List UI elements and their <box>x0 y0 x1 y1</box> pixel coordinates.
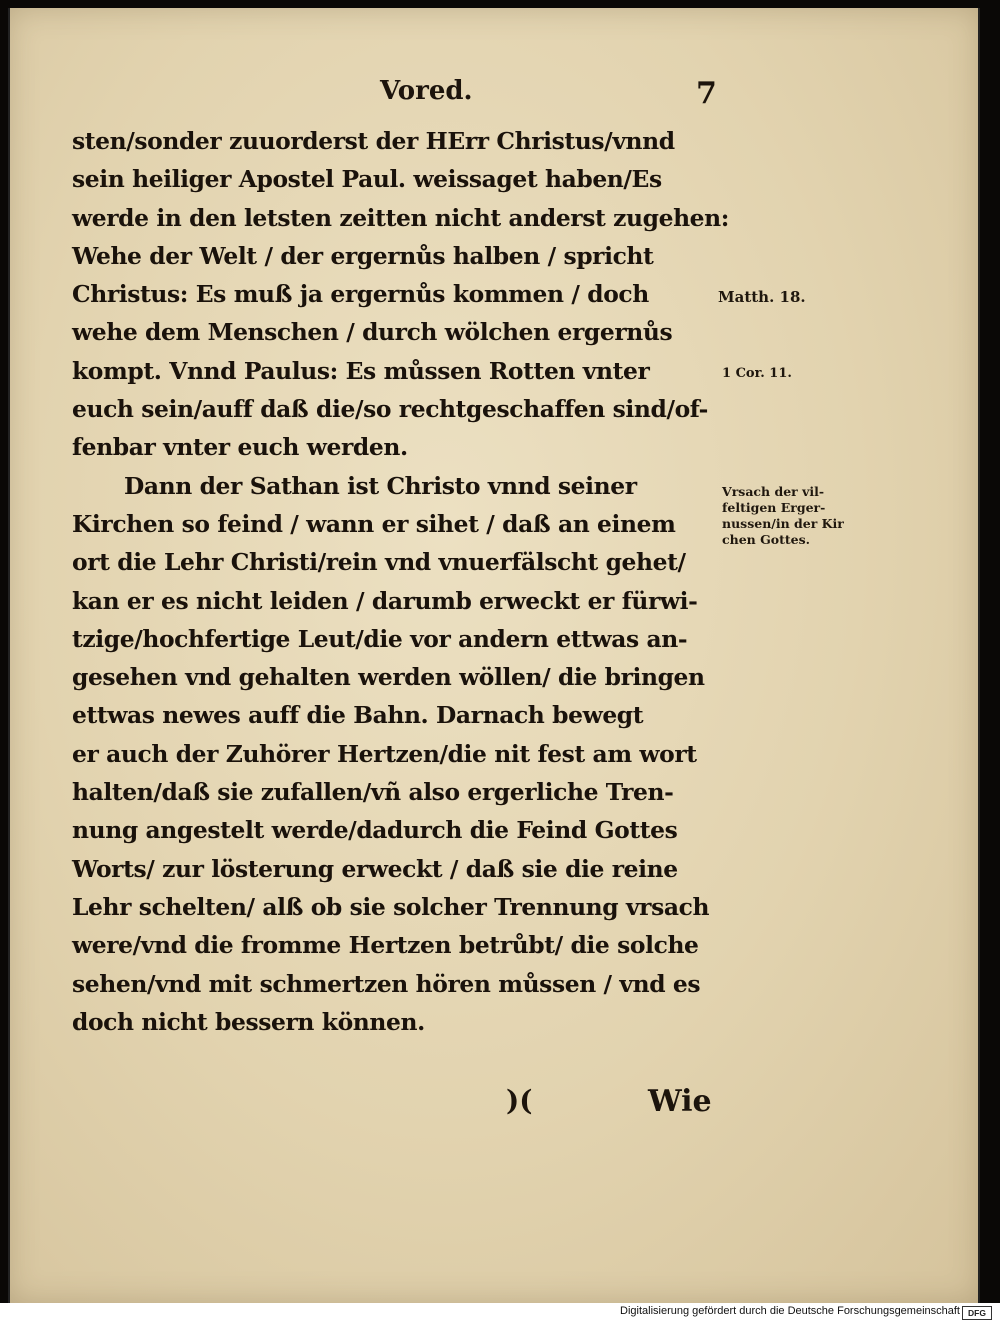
page-footer <box>68 1084 728 1128</box>
frame-edge-left <box>8 8 10 1305</box>
page-number: 7 <box>696 76 717 111</box>
page-header <box>68 76 728 116</box>
text-line: Wehe der Welt / der ergernůs halben / spricht <box>72 241 654 270</box>
text-line: nung angestelt werde/dadurch die Feind Gottes <box>72 816 678 845</box>
text-line: wehe dem Menschen / durch wölchen ergernůs <box>72 318 673 347</box>
text-line: tzige/hochfertige Leut/die vor andern ettwas an- <box>72 624 688 653</box>
text-line: sten/sonder zuuorderst der HErr Christus/vnnd <box>72 127 675 155</box>
text-line: Dann der Sathan ist Christo vnnd seiner <box>124 471 637 500</box>
text-line: fenbar vnter euch werden. <box>72 433 408 462</box>
text-line: er auch der Zuhörer Hertzen/die nit fest am wort <box>72 739 697 768</box>
text-line: ort die Lehr Christi/rein vnd vnuerfälscht gehet/ <box>72 548 686 577</box>
margin-note-line: feltigen Erger- <box>722 500 826 515</box>
credit-text: Digitalisierung gefördert durch die Deutsche Forschungsgemeinschaft <box>620 1305 960 1317</box>
text-line: were/vnd die fromme Hertzen betrůbt/ die solche <box>72 931 699 960</box>
text-line: kompt. Vnnd Paulus: Es můssen Rotten vnter <box>72 356 650 385</box>
margin-note-vrsach <box>722 484 844 548</box>
text-line: Worts/ zur lösterung erweckt / daß sie die reine <box>72 854 678 883</box>
margin-note-line: Vrsach der vil- <box>722 484 825 499</box>
text-line: euch sein/auff daß die/so rechtgeschaffen sind/of- <box>72 395 708 424</box>
margin-note-cor: 1 Cor. 11. <box>722 366 792 381</box>
dfg-logo-icon: DFG <box>962 1306 992 1320</box>
body-text <box>72 122 729 1041</box>
text-line: ettwas newes auff die Bahn. Darnach bewegt <box>72 701 644 730</box>
text-line: Christus: Es muß ja ergernůs kommen / doch <box>72 280 649 309</box>
text-line: sehen/vnd mit schmertzen hören můssen / vnd es <box>72 969 701 998</box>
margin-note-line: chen Gottes. <box>722 532 810 547</box>
text-line: sein heiliger Apostel Paul. weissaget haben/Es <box>72 165 662 194</box>
text-line: kan er es nicht leiden / darumb erweckt er fürwi- <box>72 586 698 615</box>
text-line: halten/daß sie zufallen/vñ also ergerliche Tren- <box>72 778 674 807</box>
text-line: gesehen vnd gehalten werden wöllen/ die bringen <box>72 663 705 692</box>
catchword: Wie <box>648 1084 712 1119</box>
margin-note-matth: Matth. 18. <box>718 288 806 306</box>
text-line: Kirchen so feind / wann er sihet / daß an einem <box>72 509 676 538</box>
margin-note-line: nussen/in der Kir <box>722 516 844 531</box>
frame-edge-right <box>978 8 980 1305</box>
running-head: Vored. <box>380 76 473 106</box>
text-line: doch nicht bessern können. <box>72 1007 425 1036</box>
credit-bar <box>0 1303 1000 1321</box>
text-line: Lehr schelten/ alß ob sie solcher Trennung vrsach <box>72 892 710 921</box>
text-line: werde in den letsten zeitten nicht anderst zugehen: <box>72 203 729 232</box>
signature-mark: )( <box>506 1084 533 1117</box>
scanned-page <box>8 8 980 1303</box>
